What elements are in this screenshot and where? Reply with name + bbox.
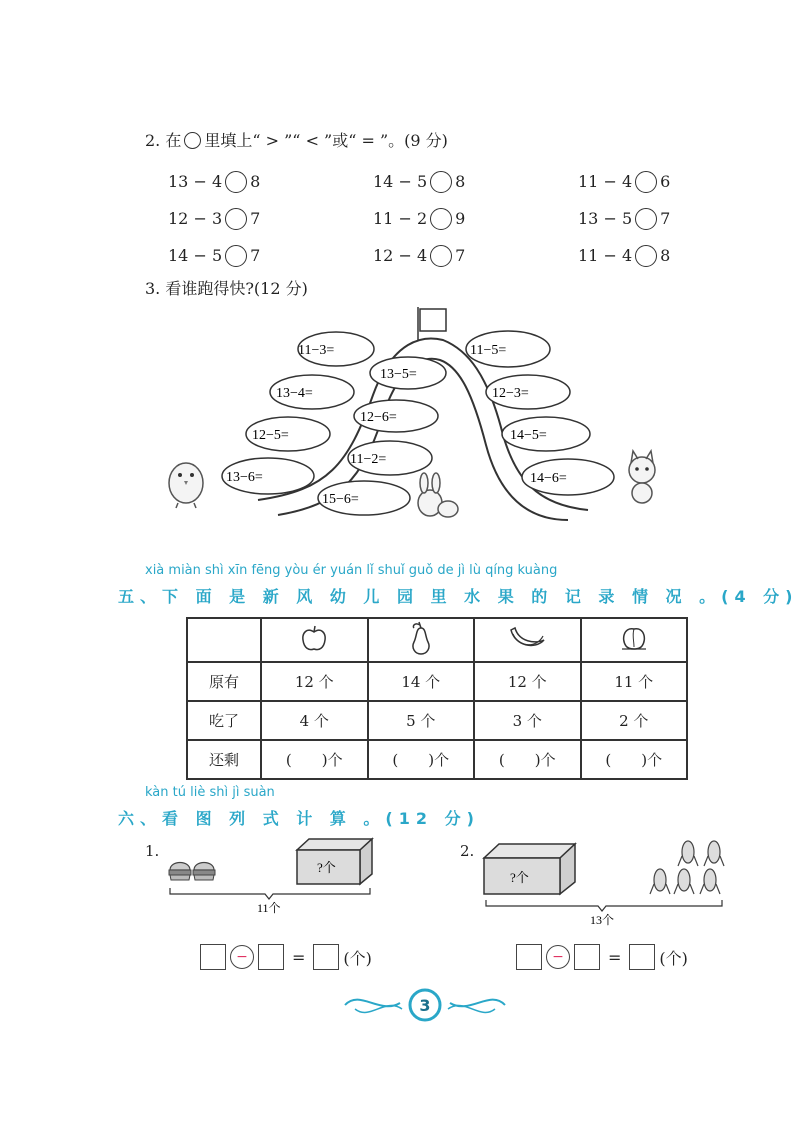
section5-pinyin: xià miàn shì xīn fēng yòu ér yuán lǐ shuǐ guǒ de jì lù qíng kuàng <box>145 563 558 578</box>
bubble[interactable] <box>354 400 438 432</box>
compare-item: 13 − 4 8 <box>168 172 261 191</box>
total-label: 13个 <box>590 913 615 927</box>
bubble[interactable] <box>348 441 432 475</box>
corn-icon <box>678 841 698 866</box>
answer-circle[interactable] <box>430 171 452 193</box>
apple-icon <box>300 623 328 653</box>
bubble[interactable] <box>502 417 590 451</box>
corn-icon <box>650 869 670 894</box>
bubble-text: 11−3= <box>298 343 335 358</box>
answer-circle[interactable] <box>225 245 247 267</box>
section6-pinyin: kàn tú liè shì jì suàn <box>145 785 275 800</box>
answer-circle[interactable] <box>430 245 452 267</box>
answer-box[interactable] <box>574 944 600 970</box>
table-cell: 4 个 <box>261 701 368 740</box>
q3-title: 3. 看谁跑得快?(12 分) <box>145 279 308 298</box>
compare-item: 13 − 5 7 <box>578 209 671 228</box>
corn-icon <box>704 841 724 866</box>
total-brace <box>170 888 370 899</box>
box-label: ?个 <box>317 860 336 875</box>
bubble-text: 14−5= <box>510 428 547 443</box>
table-row <box>187 662 687 701</box>
flag-icon <box>420 309 446 331</box>
q2-compare-grid <box>168 163 708 274</box>
bubble[interactable] <box>246 417 330 451</box>
answer-cell[interactable]: ( )个 <box>368 740 475 779</box>
compare-row <box>168 237 708 274</box>
burger-icon <box>169 863 191 881</box>
corn-icon <box>674 869 694 894</box>
bubble-text: 13−4= <box>276 386 313 401</box>
table-cell: 12 个 <box>261 662 368 701</box>
bubble[interactable] <box>270 375 354 409</box>
box-label: ?个 <box>510 870 529 885</box>
table-cell: 12 个 <box>474 662 581 701</box>
problem-2-equation: − = (个) <box>516 944 688 970</box>
bubble[interactable] <box>522 459 614 495</box>
bubble[interactable] <box>298 332 374 366</box>
answer-circle[interactable] <box>225 208 247 230</box>
problem-1-figure <box>165 836 380 916</box>
table-corner-cell <box>187 618 261 662</box>
rabbit-icon <box>418 473 458 517</box>
bubble-text: 14−6= <box>530 471 567 486</box>
mystery-box <box>484 844 575 894</box>
answer-circle[interactable] <box>635 208 657 230</box>
table-cell: 5 个 <box>368 701 475 740</box>
table-header-cell <box>474 618 581 662</box>
answer-circle[interactable] <box>635 245 657 267</box>
peach-icon <box>618 623 650 653</box>
table-cell: 2 个 <box>581 701 688 740</box>
bubble-text: 12−3= <box>492 386 529 401</box>
banana-icon <box>507 624 547 652</box>
answer-box[interactable] <box>629 944 655 970</box>
answer-box[interactable] <box>313 944 339 970</box>
mystery-box <box>297 839 372 884</box>
bubble-text: 15−6= <box>322 492 359 507</box>
race-illustration <box>168 305 660 523</box>
compare-item: 11 − 2 9 <box>373 209 466 228</box>
bubble-text: 12−6= <box>360 410 397 425</box>
operator-circle[interactable]: − <box>546 945 570 969</box>
bubble-text: 11−2= <box>350 452 387 467</box>
q2-title: 2. 在 里填上“ > ”“ < ”或“ = ”。(9 分) <box>145 131 448 150</box>
compare-item: 12 − 3 7 <box>168 209 261 228</box>
answer-cell[interactable]: ( )个 <box>261 740 368 779</box>
problem-1-equation: − = (个) <box>200 944 372 970</box>
burger-icon <box>193 863 215 881</box>
table-row <box>187 701 687 740</box>
answer-box[interactable] <box>258 944 284 970</box>
table-header-row <box>187 618 687 662</box>
circle-icon <box>184 132 201 149</box>
bubble[interactable] <box>486 375 570 409</box>
compare-item: 14 − 5 8 <box>373 172 466 191</box>
table-cell: 14 个 <box>368 662 475 701</box>
pear-icon <box>406 620 436 656</box>
answer-cell[interactable]: ( )个 <box>581 740 688 779</box>
corn-icon <box>700 869 720 894</box>
table-header-cell <box>581 618 688 662</box>
bubble-text: 13−6= <box>226 470 263 485</box>
row-label: 还剩 <box>187 740 261 779</box>
table-cell: 11 个 <box>581 662 688 701</box>
bubble-text: 13−5= <box>380 367 417 382</box>
answer-circle[interactable] <box>225 171 247 193</box>
total-brace <box>486 900 722 911</box>
problem-2-figure <box>480 836 730 931</box>
chick-icon <box>169 463 203 508</box>
table-header-cell <box>261 618 368 662</box>
bubble[interactable] <box>318 481 410 515</box>
total-label: 11个 <box>257 901 281 915</box>
section5-title: 五、下 面 是 新 风 幼 儿 园 里 水 果 的 记 录 情 况 。(4 分) <box>118 587 799 606</box>
answer-box[interactable] <box>200 944 226 970</box>
page-number-ornament <box>340 983 510 1027</box>
bubble-text: 11−5= <box>470 343 507 358</box>
cat-icon <box>629 451 655 503</box>
compare-item: 11 − 4 6 <box>578 172 671 191</box>
table-cell: 3 个 <box>474 701 581 740</box>
bubble-text: 12−5= <box>252 428 289 443</box>
bubble[interactable] <box>466 331 550 367</box>
fruit-record-table <box>186 617 688 780</box>
bubble[interactable] <box>370 357 446 389</box>
compare-item: 14 − 5 7 <box>168 246 261 265</box>
compare-item: 11 − 4 8 <box>578 246 671 265</box>
row-label: 原有 <box>187 662 261 701</box>
table-row <box>187 740 687 779</box>
answer-circle[interactable] <box>635 171 657 193</box>
problem-2-number: 2. <box>460 842 475 860</box>
problem-1-number: 1. <box>145 842 160 860</box>
answer-circle[interactable] <box>430 208 452 230</box>
row-label: 吃了 <box>187 701 261 740</box>
compare-row <box>168 163 708 200</box>
compare-row <box>168 200 708 237</box>
table-header-cell <box>368 618 475 662</box>
page-number: 3 <box>419 996 431 1015</box>
bubble[interactable] <box>222 458 314 494</box>
section6-title: 六、看 图 列 式 计 算 。(12 分) <box>118 809 480 828</box>
answer-box[interactable] <box>516 944 542 970</box>
operator-circle[interactable]: − <box>230 945 254 969</box>
answer-cell[interactable]: ( )个 <box>474 740 581 779</box>
compare-item: 12 − 4 7 <box>373 246 466 265</box>
